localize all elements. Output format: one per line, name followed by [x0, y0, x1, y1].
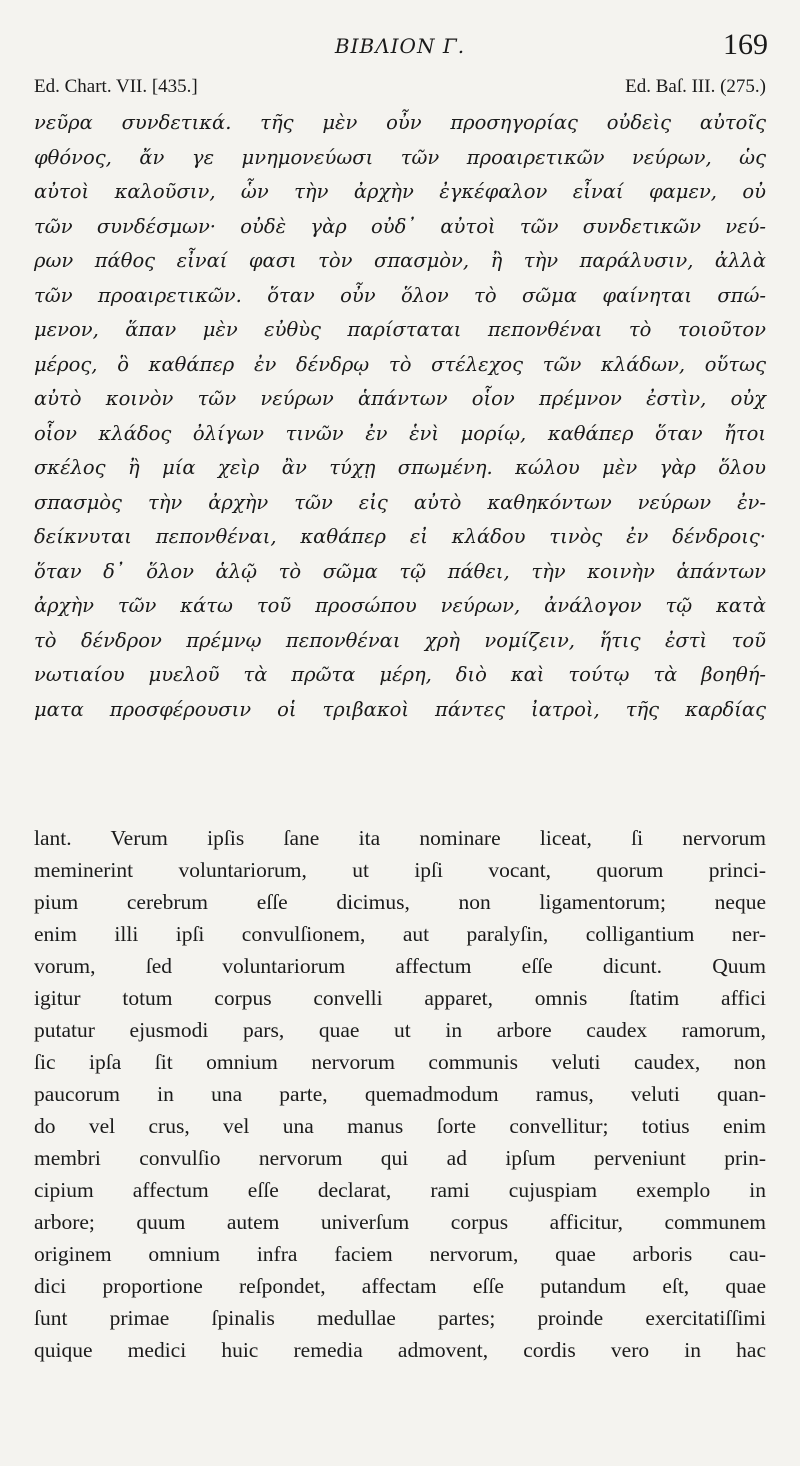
latin-text-line: ſic ipſa ſit omnium nervorum communis veluti caudex, non [34, 1050, 766, 1074]
latin-text-line: meminerint voluntariorum, ut ipſi vocant, quorum princi- [34, 858, 766, 882]
latin-text-line: vorum, ſed voluntariorum affectum eſſe dicunt. Quum [34, 954, 766, 978]
greek-text-line: νεῦρα συνδετικά. τῆς μὲν οὖν προσηγορίας οὐδεὶς αὐτοῖς [34, 111, 766, 134]
latin-text-line: dici proportione reſpondet, affectam eſſe putandum eſt, quae [34, 1274, 766, 1298]
greek-text-line: οἷον κλάδος ὀλίγων τινῶν ἐν ἑνὶ μορίῳ, καθάπερ ὅταν ἤτοι [34, 421, 766, 445]
latin-text-line: paucorum in una parte, quemadmodum ramus, veluti quan- [34, 1082, 766, 1106]
edition-reference-line [34, 76, 766, 104]
greek-text-line: ματα προσφέρουσιν οἱ τριβακοὶ πάντες ἰατροὶ, τῆς καρδίας [34, 697, 766, 721]
latin-text-line: putatur ejusmodi pars, quae ut in arbore caudex ramorum, [34, 1018, 766, 1042]
greek-text-line: μενον, ἅπαν μὲν εὐθὺς παρίσταται πεπονθέναι τὸ τοιοῦτον [34, 318, 766, 341]
greek-text-line: φθόνος, ἄν γε μνημονεύωσι τῶν προαιρετικῶν νεύρων, ὡς [34, 145, 766, 169]
latin-text-line: lant. Verum ipſis ſane ita nominare liceat, ſi nervorum [34, 826, 766, 850]
greek-text-line: τῶν προαιρετικῶν. ὅταν οὖν ὅλον τὸ σῶμα φαίνηται σπώ- [34, 283, 766, 307]
greek-text-line: τῶν συνδέσμων· οὐδὲ γὰρ οὐδ᾽ αὐτοὶ τῶν συνδετικῶν νεύ- [34, 214, 766, 238]
greek-text-line: αὐτοὶ καλοῦσιν, ὧν τὴν ἀρχὴν ἐγκέφαλον εἶναί φαμεν, οὐ [34, 180, 766, 203]
latin-text-line: arbore; quum autem univerſum corpus afficitur, communem [34, 1210, 766, 1234]
greek-text-line: ρων πάθος εἶναί φασι τὸν σπασμὸν, ἢ τὴν παράλυσιν, ἀλλὰ [34, 249, 766, 272]
greek-text-line: σπασμὸς τὴν ἀρχὴν τῶν εἰς αὐτὸ καθηκόντων νεύρων ἐν- [34, 490, 766, 514]
page-number: 169 [723, 28, 768, 61]
greek-text-line: ἀρχὴν τῶν κάτω τοῦ προσώπου νεύρων, ἀνάλογον τῷ κατὰ [34, 594, 766, 617]
latin-text-line: cipium affectum eſſe declarat, rami cujuspiam exemplo in [34, 1178, 766, 1202]
latin-text-line: originem omnium infra faciem nervorum, quae arboris cau- [34, 1242, 766, 1266]
latin-text-line: membri convulſio nervorum qui ad ipſum perveniunt prin- [34, 1146, 766, 1170]
latin-text-line: enim illi ipſi convulſionem, aut paralyſin, colligantium ner- [34, 922, 766, 946]
edition-basel: Ed. Baſ. III. (275.) [625, 76, 766, 97]
greek-text-line: σκέλος ἢ μία χεὶρ ἂν τύχῃ σπωμένη. κώλου μὲν γὰρ ὅλου [34, 456, 766, 479]
greek-text-line: δείκνυται πεπονθέναι, καθάπερ εἰ κλάδου τινὸς ἐν δένδροις· [34, 525, 766, 548]
greek-text-line: νωτιαίου μυελοῦ τὰ πρῶτα μέρη, διὸ καὶ τούτῳ τὰ βοηθή- [34, 663, 766, 686]
latin-text-line: igitur totum corpus convelli apparet, omnis ſtatim affici [34, 986, 766, 1010]
greek-text-line: μέρος, ὃ καθάπερ ἐν δένδρῳ τὸ στέλεχος τῶν κλάδων, οὕτως [34, 352, 766, 376]
greek-text-line: ὅταν δ᾽ ὅλον ἁλῷ τὸ σῶμα τῷ πάθει, τὴν κοινὴν ἁπάντων [34, 559, 766, 583]
book-title: ΒΙΒΛΙΟΝ Γ. [334, 34, 466, 58]
greek-text-line: αὐτὸ κοινὸν τῶν νεύρων ἁπάντων οἷον πρέμνον ἐστὶν, οὐχ [34, 387, 766, 410]
latin-text-line: pium cerebrum eſſe dicimus, non ligamentorum; neque [34, 890, 766, 914]
latin-text-line: do vel crus, vel una manus ſorte convellitur; totius enim [34, 1114, 766, 1138]
running-head [0, 28, 800, 68]
latin-text-line: quique medici huic remedia admovent, cordis vero in hac [34, 1338, 766, 1362]
greek-text-column [34, 106, 766, 727]
edition-chartier: Ed. Chart. VII. [435.] [34, 76, 198, 97]
latin-text-line: ſunt primae ſpinalis medullae partes; proinde exercitatiſſimi [34, 1306, 766, 1330]
greek-text-line: τὸ δένδρον πρέμνῳ πεπονθέναι χρὴ νομίζειν, ἥτις ἐστὶ τοῦ [34, 628, 766, 652]
latin-text-column [34, 822, 766, 1366]
